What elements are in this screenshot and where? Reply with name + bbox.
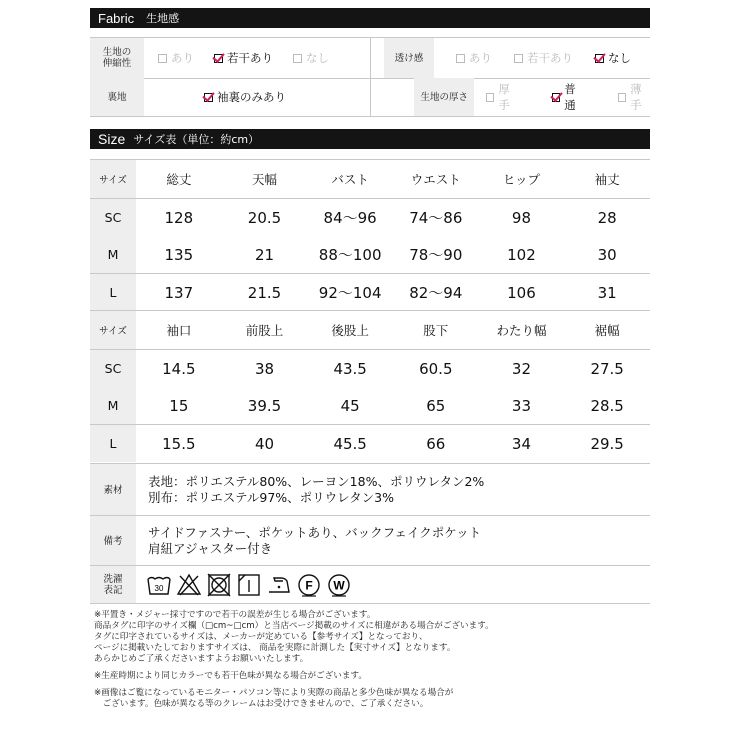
no-bleach-icon — [176, 572, 202, 598]
table-cell: 29.5 — [564, 425, 650, 463]
table-cell: 20.5 — [222, 199, 308, 237]
fabric-header-en: Fabric — [98, 10, 135, 26]
sheer-label-text: 透け感 — [394, 52, 424, 64]
stretch-label-line2: 伸縮性 — [102, 58, 132, 69]
stretch-option-ari — [158, 50, 194, 66]
checkbox-icon — [293, 54, 302, 63]
thickness-options — [474, 78, 650, 116]
stretch-label-line1: 生地の — [102, 47, 132, 58]
column-header: 股下 — [393, 311, 479, 350]
size-label: SC — [90, 350, 136, 388]
column-header: 袖丈 — [564, 160, 650, 199]
sheer-option-ari — [456, 50, 492, 66]
checkbox-icon — [618, 93, 626, 102]
remarks-label: 備考 — [90, 516, 136, 566]
wash-30-icon — [146, 572, 172, 598]
table-cell: 135 — [164, 245, 194, 264]
option-label: あり — [171, 51, 194, 65]
table-cell: 33 — [511, 396, 531, 415]
lining-label-text: 裏地 — [107, 91, 127, 103]
fabric-header — [90, 8, 650, 28]
line-dry-shade-icon — [236, 572, 262, 598]
table-cell: 60.5 — [393, 350, 479, 388]
no-tumble-dry-icon — [206, 572, 232, 598]
table-cell: 128 — [136, 199, 222, 237]
note-line: 商品タグに印字のサイズ欄（□cm~□cm）と当店ページ掲載のサイズに相違がある場合がございます。 — [94, 621, 494, 631]
table-cell: 32 — [479, 350, 565, 388]
table-cell: 28.5 — [590, 396, 624, 415]
table-row — [90, 199, 650, 237]
lining-options — [144, 78, 414, 116]
care-label-line1: 洗濯 — [103, 573, 123, 585]
material-label: 素材 — [90, 464, 136, 516]
table-cell: 137 — [136, 274, 222, 312]
care-row — [90, 565, 650, 604]
size-header — [90, 129, 650, 149]
table-cell: 27.5 — [564, 350, 650, 388]
remarks-text — [136, 516, 481, 566]
table-cell: 106 — [479, 274, 565, 312]
table-cell: 21 — [254, 245, 275, 264]
table-row — [90, 387, 650, 425]
table-row — [90, 236, 650, 274]
table-cell: 45 — [340, 396, 360, 415]
dry-clean-f-icon — [296, 572, 322, 598]
low-iron-icon — [266, 572, 292, 598]
table-cell: 21.5 — [222, 274, 308, 312]
thickness-label-text: 生地の厚さ — [420, 91, 469, 103]
table-cell: 98 — [479, 199, 565, 237]
checkbox-icon — [514, 54, 523, 63]
note-line: ※画像はご覧になっているモニター・パソコン等により実際の商品と多少色味が異なる場合が — [94, 688, 454, 698]
option-label: なし — [306, 51, 329, 65]
care-label — [90, 566, 136, 603]
table-cell: 102 — [507, 245, 536, 264]
size-label: L — [90, 274, 136, 312]
size-label: M — [90, 236, 136, 274]
note-line: ※生産時期により同じカラーでも若干色味が異なる場合がございます。 — [94, 671, 367, 681]
remarks-row — [90, 515, 650, 566]
table-cell: 43.5 — [307, 350, 393, 388]
option-label: 若干あり — [227, 51, 273, 65]
checkbox-checked-icon — [214, 54, 223, 63]
option-label: 袖裏のみあり — [217, 90, 286, 104]
sheer-options — [434, 38, 631, 78]
note-line: タグに印字されているサイズは、メーカーが定めている【参考サイズ】となっており、 — [94, 632, 428, 642]
table-row — [90, 350, 650, 388]
column-header: 前股上 — [222, 311, 308, 350]
table-cell: 34 — [479, 425, 565, 463]
sheer-label — [384, 38, 434, 78]
table-cell: 14.5 — [136, 350, 222, 388]
table-row — [90, 274, 650, 312]
size-table-2 — [90, 310, 650, 462]
option-label: 厚手 — [498, 82, 510, 112]
option-label: なし — [608, 51, 631, 65]
lining-option-sleeve — [204, 89, 286, 105]
table-cell: 45.5 — [307, 425, 393, 463]
table-cell: 38 — [222, 350, 308, 388]
size-header-jp: サイズ表（単位：約cm） — [133, 133, 260, 146]
checkbox-checked-icon — [204, 93, 213, 102]
checkbox-checked-icon — [595, 54, 604, 63]
column-header: 後股上 — [307, 311, 393, 350]
checkbox-icon — [456, 54, 465, 63]
thickness-option-normal — [552, 81, 584, 113]
table-cell: 88～100 — [318, 246, 382, 264]
table-cell: 15 — [169, 396, 189, 415]
checkbox-checked-icon — [552, 93, 560, 102]
care-icons — [136, 566, 352, 603]
notes-block — [94, 610, 650, 710]
table-cell: 40 — [222, 425, 308, 463]
size-corner-label: サイズ — [90, 160, 136, 199]
table-row — [90, 425, 650, 463]
note-line: ページに掲載いたしておりますサイズは、 商品を実際に計測した【実寸サイズ】となります。 — [94, 643, 456, 653]
option-label: 若干あり — [527, 51, 573, 65]
column-header: 裾幅 — [564, 311, 650, 350]
stretch-option-nashi — [293, 50, 329, 66]
checkbox-icon — [486, 93, 494, 102]
divider — [370, 38, 371, 116]
table-cell: 84～96 — [307, 199, 393, 237]
stretch-label — [90, 38, 144, 78]
table-cell: 39.5 — [247, 396, 282, 415]
thickness-option-thick — [486, 81, 518, 113]
care-label-line2: 表記 — [103, 584, 123, 596]
wet-clean-text: W — [333, 578, 345, 592]
size-corner-label: サイズ — [90, 311, 136, 350]
wet-clean-w-icon — [326, 572, 352, 598]
fabric-header-jp: 生地感 — [146, 12, 180, 25]
size-label: SC — [90, 199, 136, 237]
table-cell: 65 — [426, 396, 446, 415]
option-label: 普通 — [564, 82, 576, 112]
divider — [90, 116, 650, 117]
note-line: ございます。色味が異なる等のクレームはお受けできませんので、ご了承ください。 — [94, 699, 429, 709]
material-text — [136, 464, 484, 516]
sheer-option-jakkan — [514, 50, 573, 66]
material-line-1: 表地：ポリエステル80%、レーヨン18%、ポリウレタン2% — [148, 474, 485, 489]
table-cell: 15.5 — [136, 425, 222, 463]
table-cell: 30 — [597, 245, 617, 264]
dry-clean-text: F — [305, 578, 313, 592]
stretch-option-jakkan — [214, 50, 273, 66]
lining-label — [90, 78, 144, 116]
column-header: 天幅 — [222, 160, 308, 199]
option-label: 薄手 — [630, 82, 642, 112]
thickness-option-thin — [618, 81, 650, 113]
note-line: ※平置き・メジャー採寸ですので若干の誤差が生じる場合がございます。 — [94, 610, 376, 620]
table-cell: 66 — [393, 425, 479, 463]
column-header: 袖口 — [136, 311, 222, 350]
size-header-en: Size — [98, 131, 126, 147]
column-header: ウエスト — [393, 160, 479, 199]
table-cell: 74～86 — [393, 199, 479, 237]
size-label: L — [90, 425, 136, 463]
table-header-row — [90, 311, 650, 350]
table-cell: 82～94 — [393, 274, 479, 312]
size-table-1 — [90, 159, 650, 311]
note-line: あらかじめご了承くださいますようお願いいたします。 — [94, 654, 309, 664]
wash-temp-text: 30 — [154, 583, 164, 593]
table-header-row — [90, 160, 650, 199]
remarks-line-1: サイドファスナー、ポケットあり、バックフェイクポケット — [148, 525, 482, 540]
column-header: わたり幅 — [479, 311, 565, 350]
column-header: 総丈 — [136, 160, 222, 199]
table-cell: 92～104 — [307, 274, 393, 312]
table-cell: 28 — [564, 199, 650, 237]
material-row — [90, 463, 650, 516]
column-header: バスト — [307, 160, 393, 199]
table-cell: 31 — [564, 274, 650, 312]
remarks-line-2: 肩紐アジャスター付き — [148, 541, 273, 556]
checkbox-icon — [158, 54, 167, 63]
thickness-label — [414, 78, 474, 116]
stretch-options — [144, 38, 384, 78]
table-cell: 78～90 — [409, 246, 463, 264]
column-header: ヒップ — [479, 160, 565, 199]
option-label: あり — [469, 51, 492, 65]
material-line-2: 別布：ポリエステル97%、ポリウレタン3% — [148, 490, 394, 505]
sheer-option-nashi — [595, 50, 631, 66]
size-label: M — [90, 387, 136, 425]
